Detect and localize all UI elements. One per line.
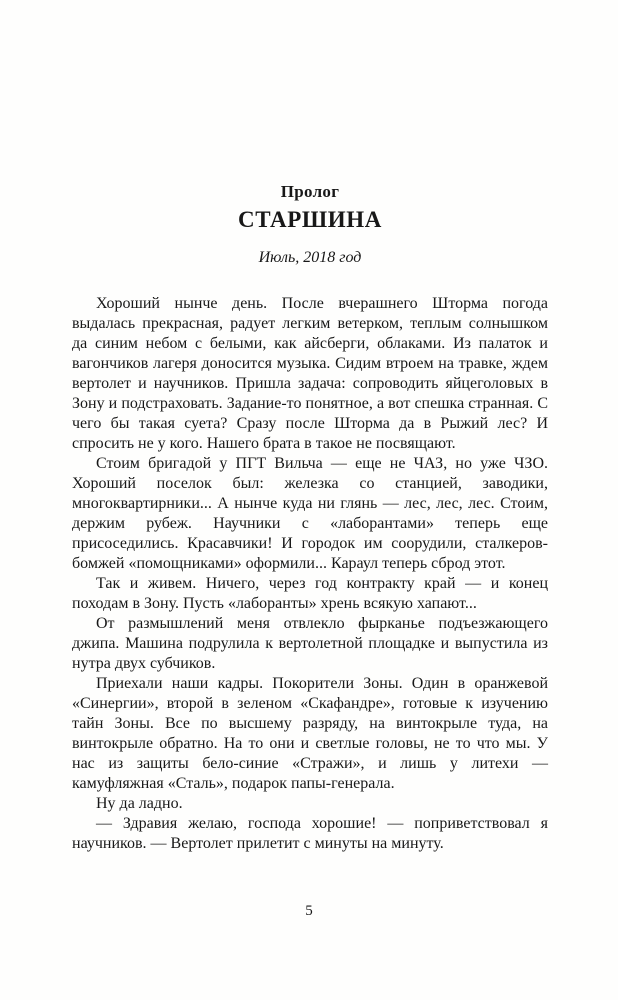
page-number: 5	[305, 903, 313, 919]
chapter-part-label: Пролог	[280, 182, 340, 201]
paragraph: — Здравия желаю, господа хорошие! — поприветствовал я научников. — Вертолет прилетит с минуты на минуту.	[72, 815, 548, 852]
chapter-title: СТАРШИНА	[238, 207, 382, 232]
page-content	[72, 182, 548, 854]
paragraph: Стоим бригадой у ПГТ Вильча — еще не ЧАЗ, но уже ЧЗО. Хороший поселок был: железка со станцией, заводики, многоквартирники... А нынче куда ни глянь — лес, лес, лес. Стоим, держим рубеж. Научники с «лаборантами» теперь еще присоседились. Красавчики! И городок им соорудили, сталкеров-бомжей «помощниками» оформили... Караул теперь сброд этот.	[72, 455, 548, 572]
chapter-date: Июль, 2018 год	[258, 249, 362, 266]
paragraph: Ну да ладно.	[96, 795, 183, 812]
body-text	[72, 294, 548, 854]
paragraph: Приехали наши кадры. Покорители Зоны. Один в оранжевой «Синергии», второй в зеленом «Скафандре», готовые к изучению тайн Зоны. Все по высшему разряду, на винтокрыле туда, на винтокрыле обратно. На то они и светлые головы, не то что мы. У нас из защиты бело-синие «Стражи», и лишь у литехи — камуфляжная «Сталь», подарок папы-генерала.	[72, 675, 548, 792]
paragraph: От размышлений меня отвлекло фырканье подъезжающего джипа. Машина подрулила к вертолетной площадке и выпустила из нутра двух субчиков.	[72, 615, 548, 672]
paragraph: Так и живем. Ничего, через год контракту край — и конец походам в Зону. Пусть «лаборанты» хрень всякую хапают...	[72, 575, 548, 612]
paragraph: Хороший нынче день. После вчерашнего Шторма погода выдалась прекрасная, радует легким ветерком, теплым солнышком да синим небом с белыми, как айсберги, облаками. Из палаток и вагончиков лагеря доносится музыка. Сидим втроем на травке, ждем вертолет и научников. Пришла задача: сопроводить яйцеголовых в Зону и подстраховать. Задание-то понятное, а вот спешка странная. С чего бы такая суета? Сразу после Шторма да в Рыжий лес? И спросить не у кого. Нашего брата в такое не посвящают.	[72, 295, 548, 452]
